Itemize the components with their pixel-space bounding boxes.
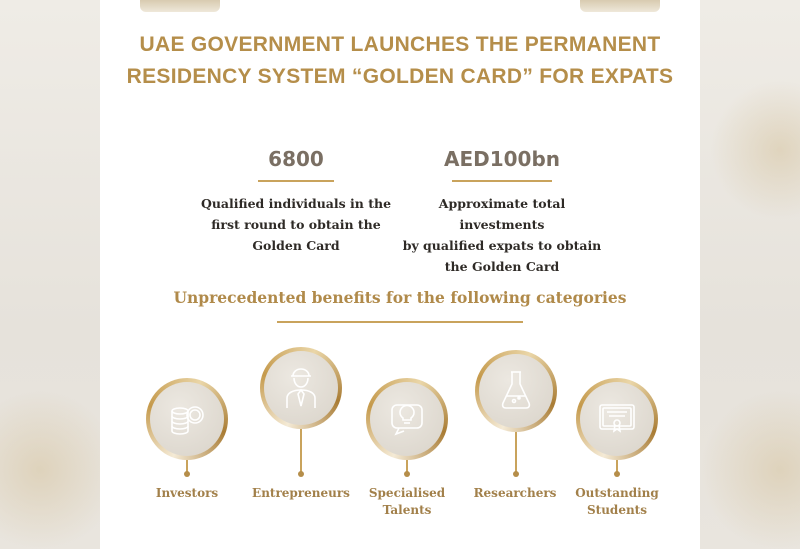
investors-circle — [146, 378, 228, 460]
headline-line-1: UAE GOVERNMENT LAUNCHES THE PERMANENT — [139, 33, 661, 56]
blur-decoration — [710, 80, 800, 220]
researchers-circle — [475, 350, 557, 432]
stat-underline — [452, 180, 552, 182]
blur-decoration — [700, 390, 800, 549]
connector-line — [300, 429, 302, 472]
connector-dot — [404, 471, 410, 477]
outstanding-students-circle — [576, 378, 658, 460]
stat-value-investments: AED100bn — [443, 147, 561, 171]
categories-heading: Unprecedented benefits for the following categories — [173, 288, 627, 307]
specialised-talents-circle — [366, 378, 448, 460]
heading-underline — [277, 321, 523, 323]
category-label-entrepreneurs: Entrepreneurs — [252, 486, 350, 500]
top-ornament — [140, 0, 220, 12]
connector-line — [515, 432, 517, 472]
connector-dot — [513, 471, 519, 477]
connector-dot — [298, 471, 304, 477]
background-right — [700, 0, 800, 549]
stat-value-individuals: 6800 — [268, 147, 324, 171]
infographic-card — [100, 0, 700, 549]
stat-desc-investments: Approximate total investments by qualified expats to obtain the Golden Card — [402, 196, 602, 274]
flask-icon — [496, 369, 536, 413]
category-label-outstanding-students: Outstanding Students — [575, 486, 659, 517]
category-label-specialised-talents: Specialised Talents — [368, 486, 446, 517]
entrepreneurs-circle — [260, 347, 342, 429]
connector-dot — [614, 471, 620, 477]
stat-underline — [258, 180, 334, 182]
headline-line-2: RESIDENCY SYSTEM “GOLDEN CARD” FOR EXPATS — [126, 65, 674, 88]
coins-icon — [167, 399, 207, 439]
category-label-investors: Investors — [155, 486, 219, 500]
stat-desc-individuals: Qualified individuals in the first round to obtain the Golden Card — [200, 196, 392, 253]
background-left — [0, 0, 100, 549]
certificate-icon — [597, 401, 637, 437]
top-ornament — [580, 0, 660, 12]
category-label-researchers: Researchers — [473, 486, 557, 500]
connector-dot — [184, 471, 190, 477]
businessman-icon — [281, 366, 321, 410]
lightbulb-icon — [387, 399, 427, 439]
